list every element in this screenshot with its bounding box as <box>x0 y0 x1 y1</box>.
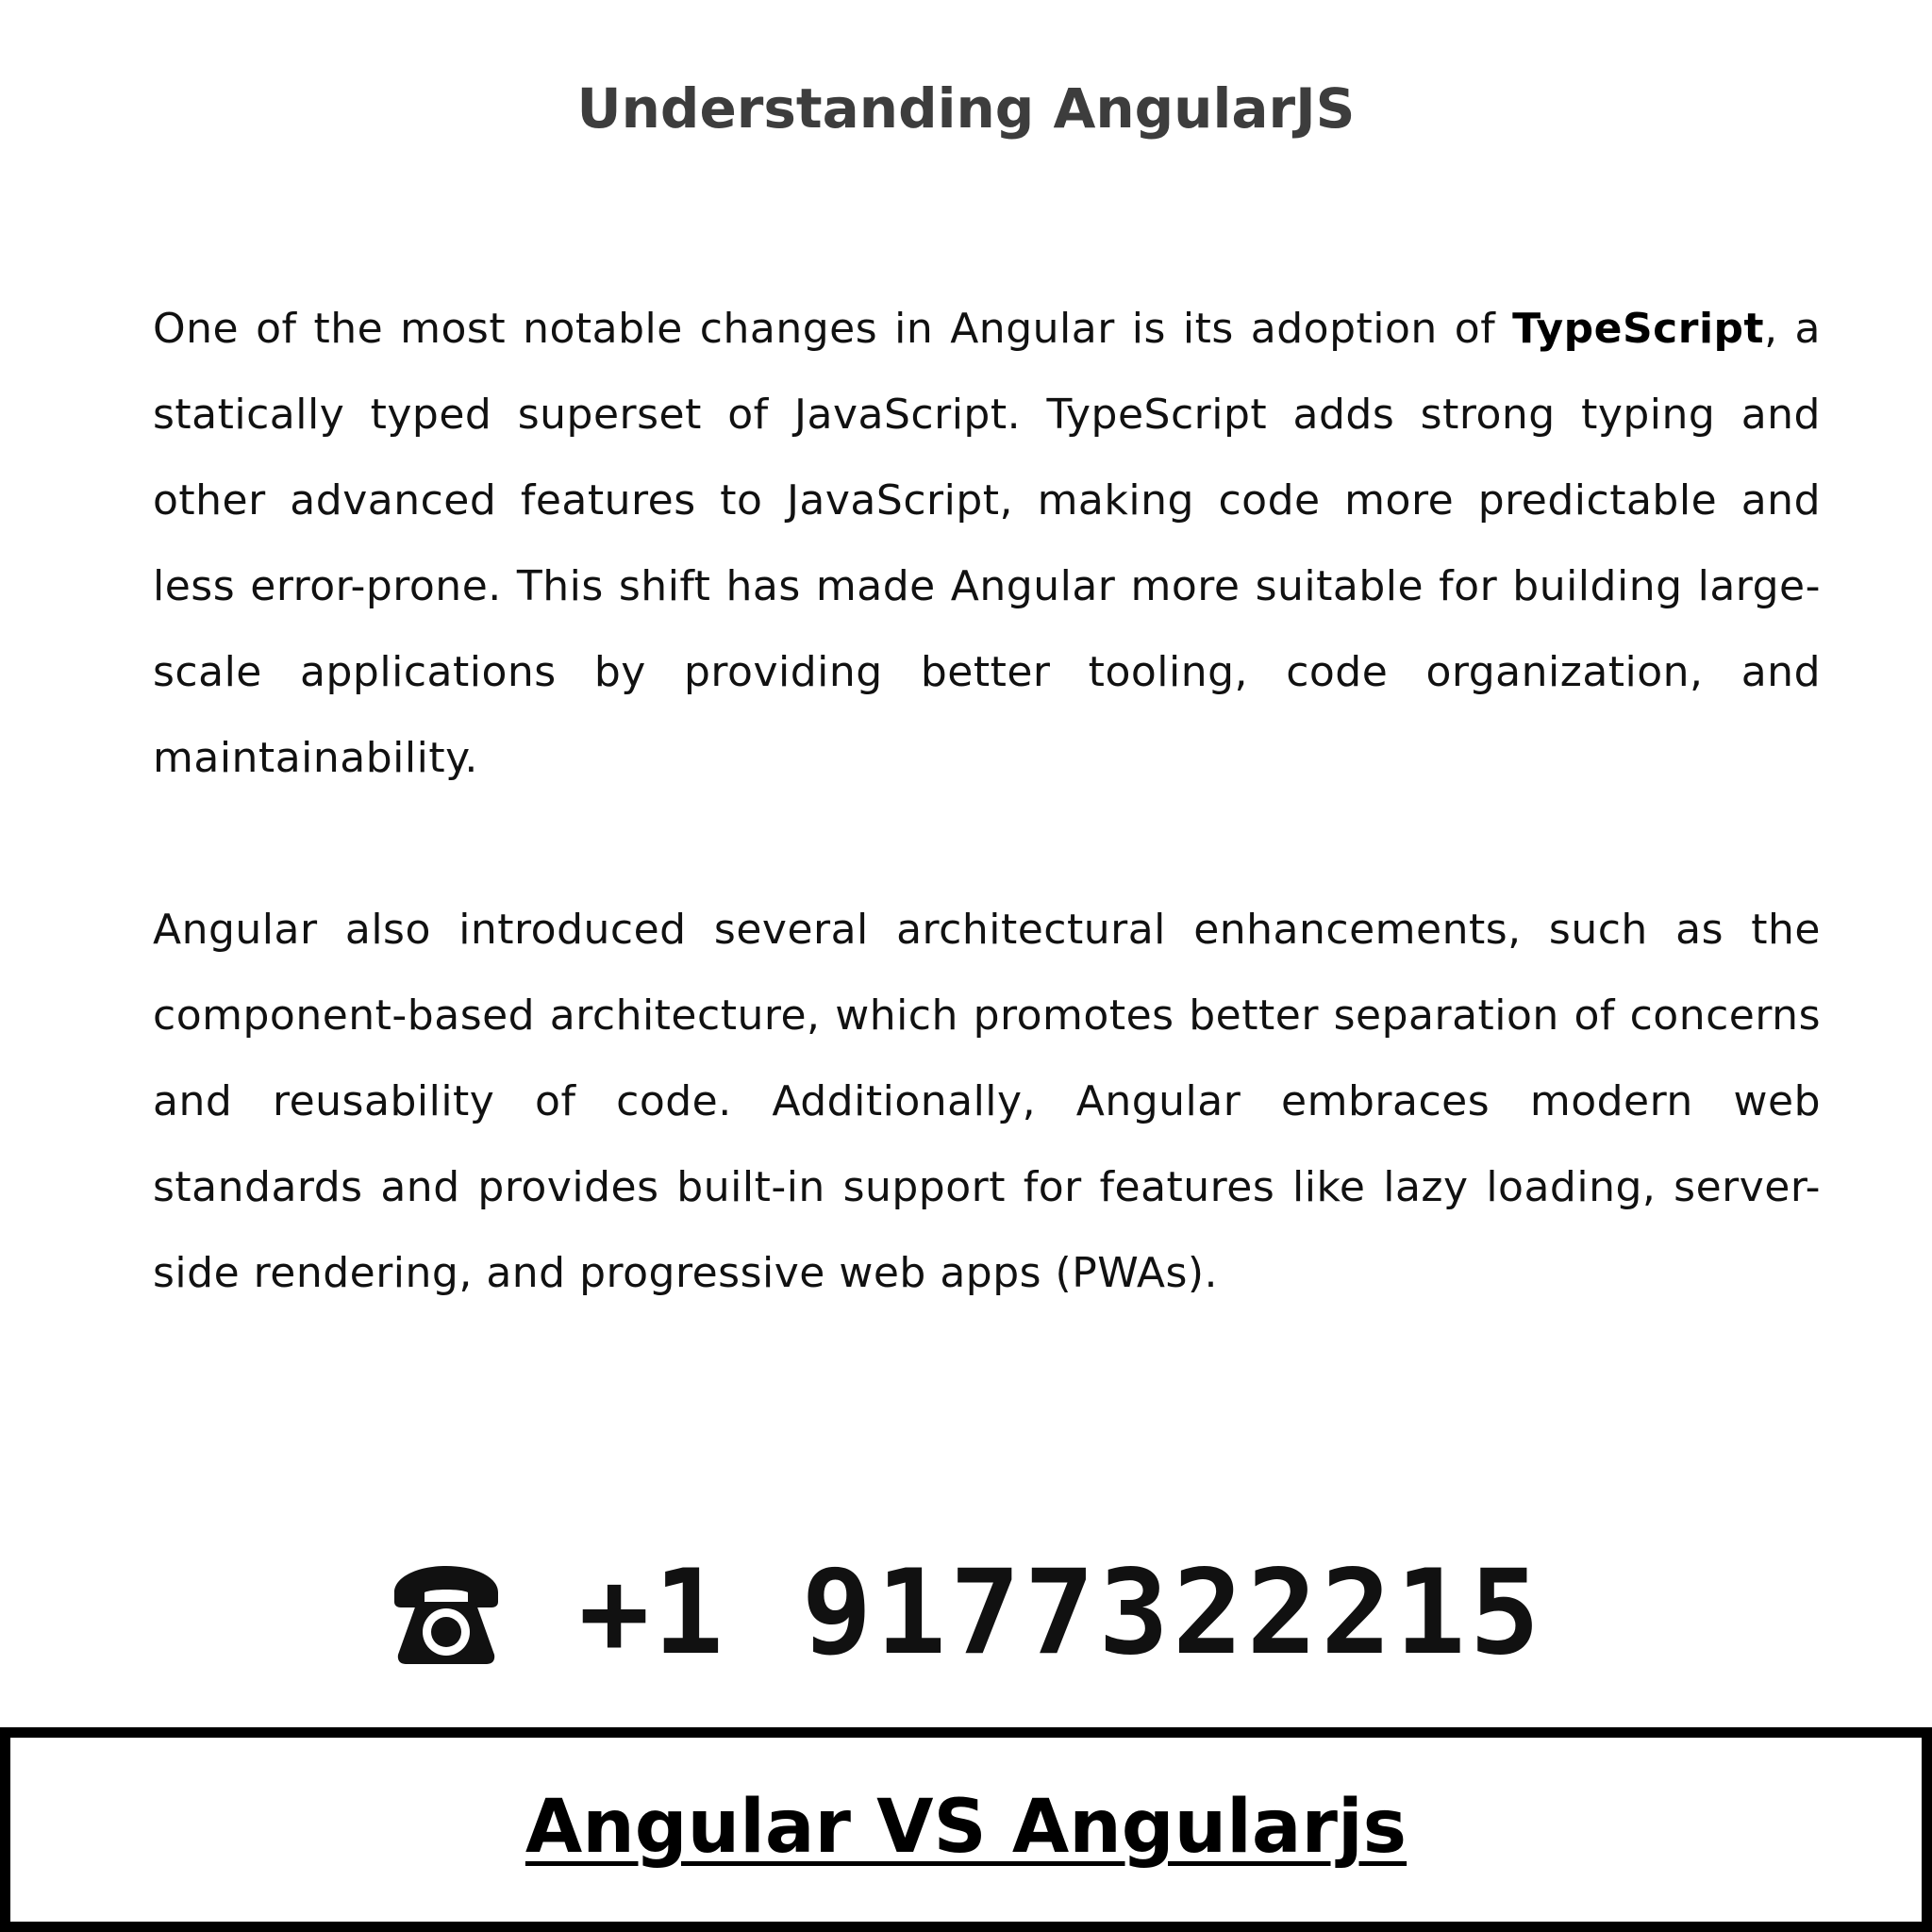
article-body <box>153 286 1821 1316</box>
paragraph-architecture: Angular also introduced several architectural enhancements, such as the component-based architecture, which promotes better separation of concerns and reusability of code. Additionally, Angular embraces modern web standards and provides built-in support for features like lazy loading, server-side rendering, and progressive web apps (PWAs). <box>153 906 1821 1297</box>
phone-number: +1 9177322215 <box>578 1545 1544 1681</box>
paragraph-text-start: One of the most notable changes in Angular is its adoption of <box>153 305 1513 353</box>
paragraph-typescript <box>153 286 1821 801</box>
footer-banner <box>0 1727 1932 1932</box>
page-title: Understanding AngularJS <box>576 76 1356 141</box>
phone-contact[interactable] <box>0 1545 1932 1681</box>
typescript-bold-term: TypeScript <box>1512 305 1765 353</box>
banner-title: Angular VS Angularjs <box>525 1784 1407 1870</box>
paragraph-text-end: , a statically typed superset of JavaScript. TypeScript adds strong typing and other advanced features to JavaScript, making code more predictable and less error-prone. This shift has made Angular more suitable for building large-scale applications by providing better tooling, code organization, and maintainability. <box>153 305 1822 782</box>
telephone-icon <box>389 1560 504 1666</box>
